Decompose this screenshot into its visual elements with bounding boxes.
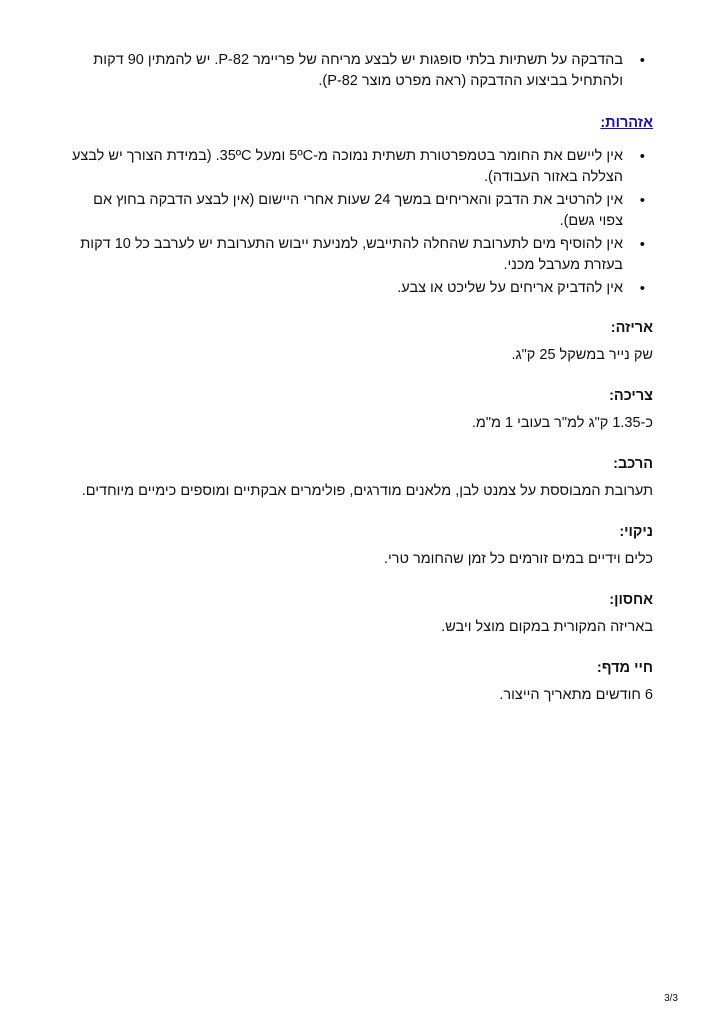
document-content bbox=[70, 50, 653, 706]
cleaning-section bbox=[70, 522, 653, 570]
list-item: • אין להדביק אריחים על שליכט או צבע. bbox=[70, 278, 623, 299]
section-title: ניקוי: bbox=[619, 524, 653, 540]
section-title: צריכה: bbox=[609, 388, 653, 404]
section-body: כ-1.35 ק"ג למ"ר בעובי 1 מ"מ. bbox=[471, 415, 653, 431]
section-body: כלים וידיים במים זורמים כל זמן שהחומר טרי. bbox=[383, 551, 653, 567]
consumption-section bbox=[70, 386, 653, 434]
section-title: אחסון: bbox=[609, 592, 653, 608]
section-title: אריזה: bbox=[610, 320, 653, 336]
list-item: • בהדבקה על תשתיות בלתי סופגות יש לבצע מריחה של פריימר P-82. יש להמתין 90 דקות ולהתחיל בביצוע ההדבקה (ראה מפרט מוצר P-82). bbox=[70, 50, 623, 92]
list-item: • אין להרטיב את הדבק והאריחים במשך 24 שעות אחרי היישום (אין לבצע הדבקה בחוץ אם צפוי גשם). bbox=[70, 190, 623, 232]
section-body: באריזה המקורית במקום מוצל ויבש. bbox=[441, 619, 653, 635]
list-item: • אין ליישם את החומר בטמפרטורת תשתית נמוכה מ-5ºC ומעל 35ºC. (במידת הצורך יש לבצע הצללה באזור העבודה). bbox=[70, 146, 623, 188]
packaging-section bbox=[70, 318, 653, 366]
page-number: 3/3 bbox=[664, 993, 678, 1004]
list-item: • אין להוסיף מים לתערובת שהחלה להתייבש, למניעת ייבוש התערובת יש לערבב כל 10 דקות בעזרת מערבל מכני. bbox=[70, 234, 623, 276]
composition-section bbox=[70, 454, 653, 502]
section-body: תערובת המבוססת על צמנט לבן, מלאנים מודרגים, פולימרים אבקתיים ומוספים כימיים מיוחדים. bbox=[81, 483, 653, 499]
shelf-life-section bbox=[70, 658, 653, 706]
section-title: הרכב: bbox=[613, 456, 653, 472]
section-body: 6 חודשים מתאריך הייצור. bbox=[499, 687, 653, 703]
warnings-link[interactable]: אזהרות: bbox=[600, 115, 653, 131]
warnings-list bbox=[70, 146, 653, 299]
storage-section bbox=[70, 590, 653, 638]
section-title: חיי מדף: bbox=[596, 660, 653, 676]
intro-list bbox=[70, 50, 653, 92]
section-body: שק נייר במשקל 25 ק"ג. bbox=[511, 347, 653, 363]
